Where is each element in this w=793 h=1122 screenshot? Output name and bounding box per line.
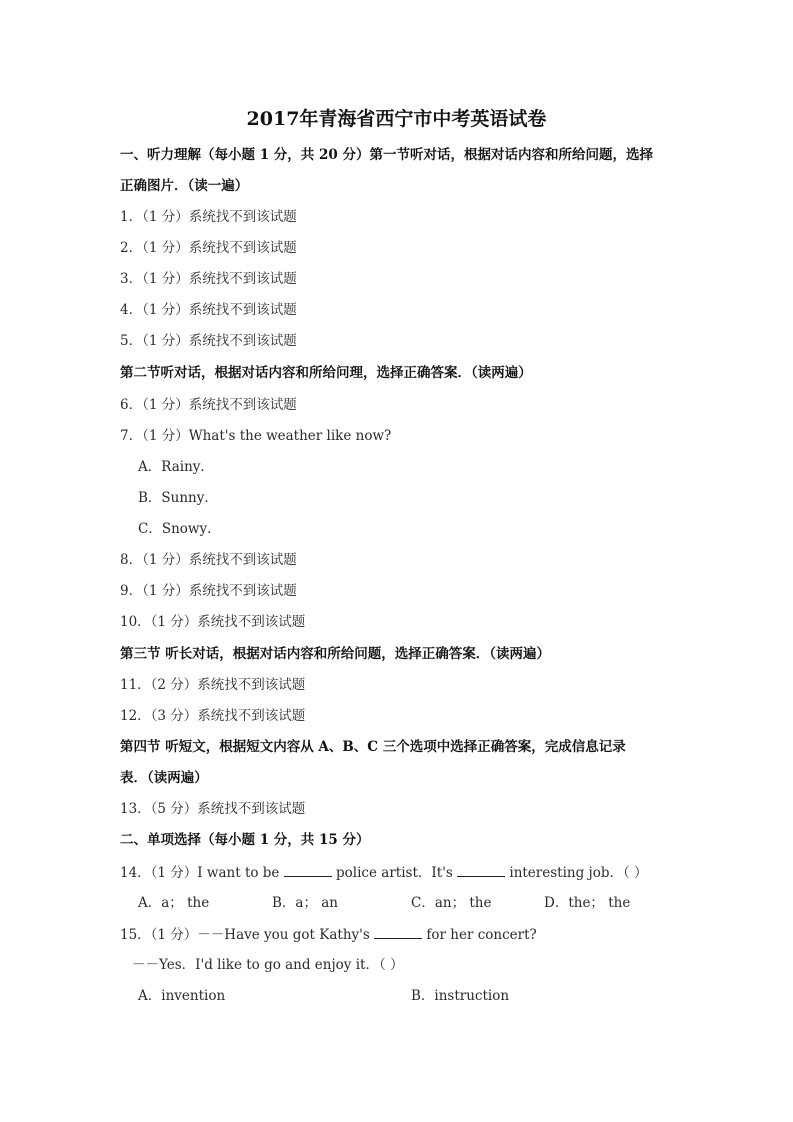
question-6: 6．（1 分）系统找不到该试题	[120, 397, 297, 413]
question-2: 2．（1 分）系统找不到该试题	[120, 240, 297, 256]
question-8: 8．（1 分）系统找不到该试题	[120, 552, 297, 568]
q14-option-b: B．a； an	[272, 895, 339, 911]
q14-option-d: D．the； the	[544, 895, 631, 911]
q7-option-a: A．Rainy．	[138, 459, 214, 475]
question-11: 11．（2 分）系统找不到该试题	[120, 677, 306, 693]
q7-option-b: B．Sunny．	[138, 490, 218, 506]
q14-blank-1[interactable]	[284, 863, 332, 877]
q14-blank-2[interactable]	[457, 863, 505, 877]
q15-text-suffix: for her concert?	[426, 927, 537, 943]
question-1: 1．（1 分）系统找不到该试题	[120, 209, 297, 225]
part2-heading: 第二节听对话，根据对话内容和所给问理，选择正确答案．（读两遍）	[120, 365, 532, 381]
question-7: 7．（1 分）What's the weather like now?	[120, 428, 392, 444]
q15-option-a: A．invention	[138, 988, 226, 1004]
question-14	[120, 863, 648, 882]
question-4: 4．（1 分）系统找不到该试题	[120, 302, 297, 318]
part4-heading-line1: 第四节 听短文，根据短文内容从 A、B、C 三个选项中选择正确答案，完成信息记录	[120, 739, 626, 755]
question-12: 12．（3 分）系统找不到该试题	[120, 708, 306, 724]
q14-text-prefix: 14．（1 分）I want to be	[120, 865, 280, 881]
q7-option-c: C．Snowy．	[138, 521, 221, 537]
q15-blank[interactable]	[374, 925, 422, 939]
q15-text-prefix: 15．（1 分）－－Have you got Kathy's	[120, 927, 370, 943]
q15-line2: －－Yes．I'd like to go and enjoy it．（ ）	[132, 957, 404, 973]
question-3: 3．（1 分）系统找不到该试题	[120, 271, 297, 287]
section1-heading-line2: 正确图片．（读一遍）	[120, 178, 249, 194]
q15-option-b: B．instruction	[411, 988, 510, 1004]
q14-text-middle: police artist．It's	[336, 865, 453, 881]
q14-text-suffix: interesting job．（ ）	[509, 865, 648, 881]
section1-heading-line1: 一、听力理解（每小题 1 分，共 20 分）第一节听对话，根据对话内容和所给问题，选择	[120, 147, 653, 163]
question-9: 9．（1 分）系统找不到该试题	[120, 583, 297, 599]
part4-heading-line2: 表．（读两遍）	[120, 770, 208, 786]
page-title: 2017年青海省西宁市中考英语试卷	[246, 108, 547, 130]
question-10: 10．（1 分）系统找不到该试题	[120, 614, 306, 630]
question-5: 5．（1 分）系统找不到该试题	[120, 333, 297, 349]
question-15	[120, 925, 537, 944]
q14-option-a: A．a； the	[138, 895, 210, 911]
part3-heading: 第三节 听长对话，根据对话内容和所给问题，选择正确答案．（读两遍）	[120, 646, 550, 662]
q14-option-c: C．an； the	[411, 895, 492, 911]
section2-heading: 二、单项选择（每小题 1 分，共 15 分）	[120, 832, 370, 848]
question-13: 13．（5 分）系统找不到该试题	[120, 801, 306, 817]
